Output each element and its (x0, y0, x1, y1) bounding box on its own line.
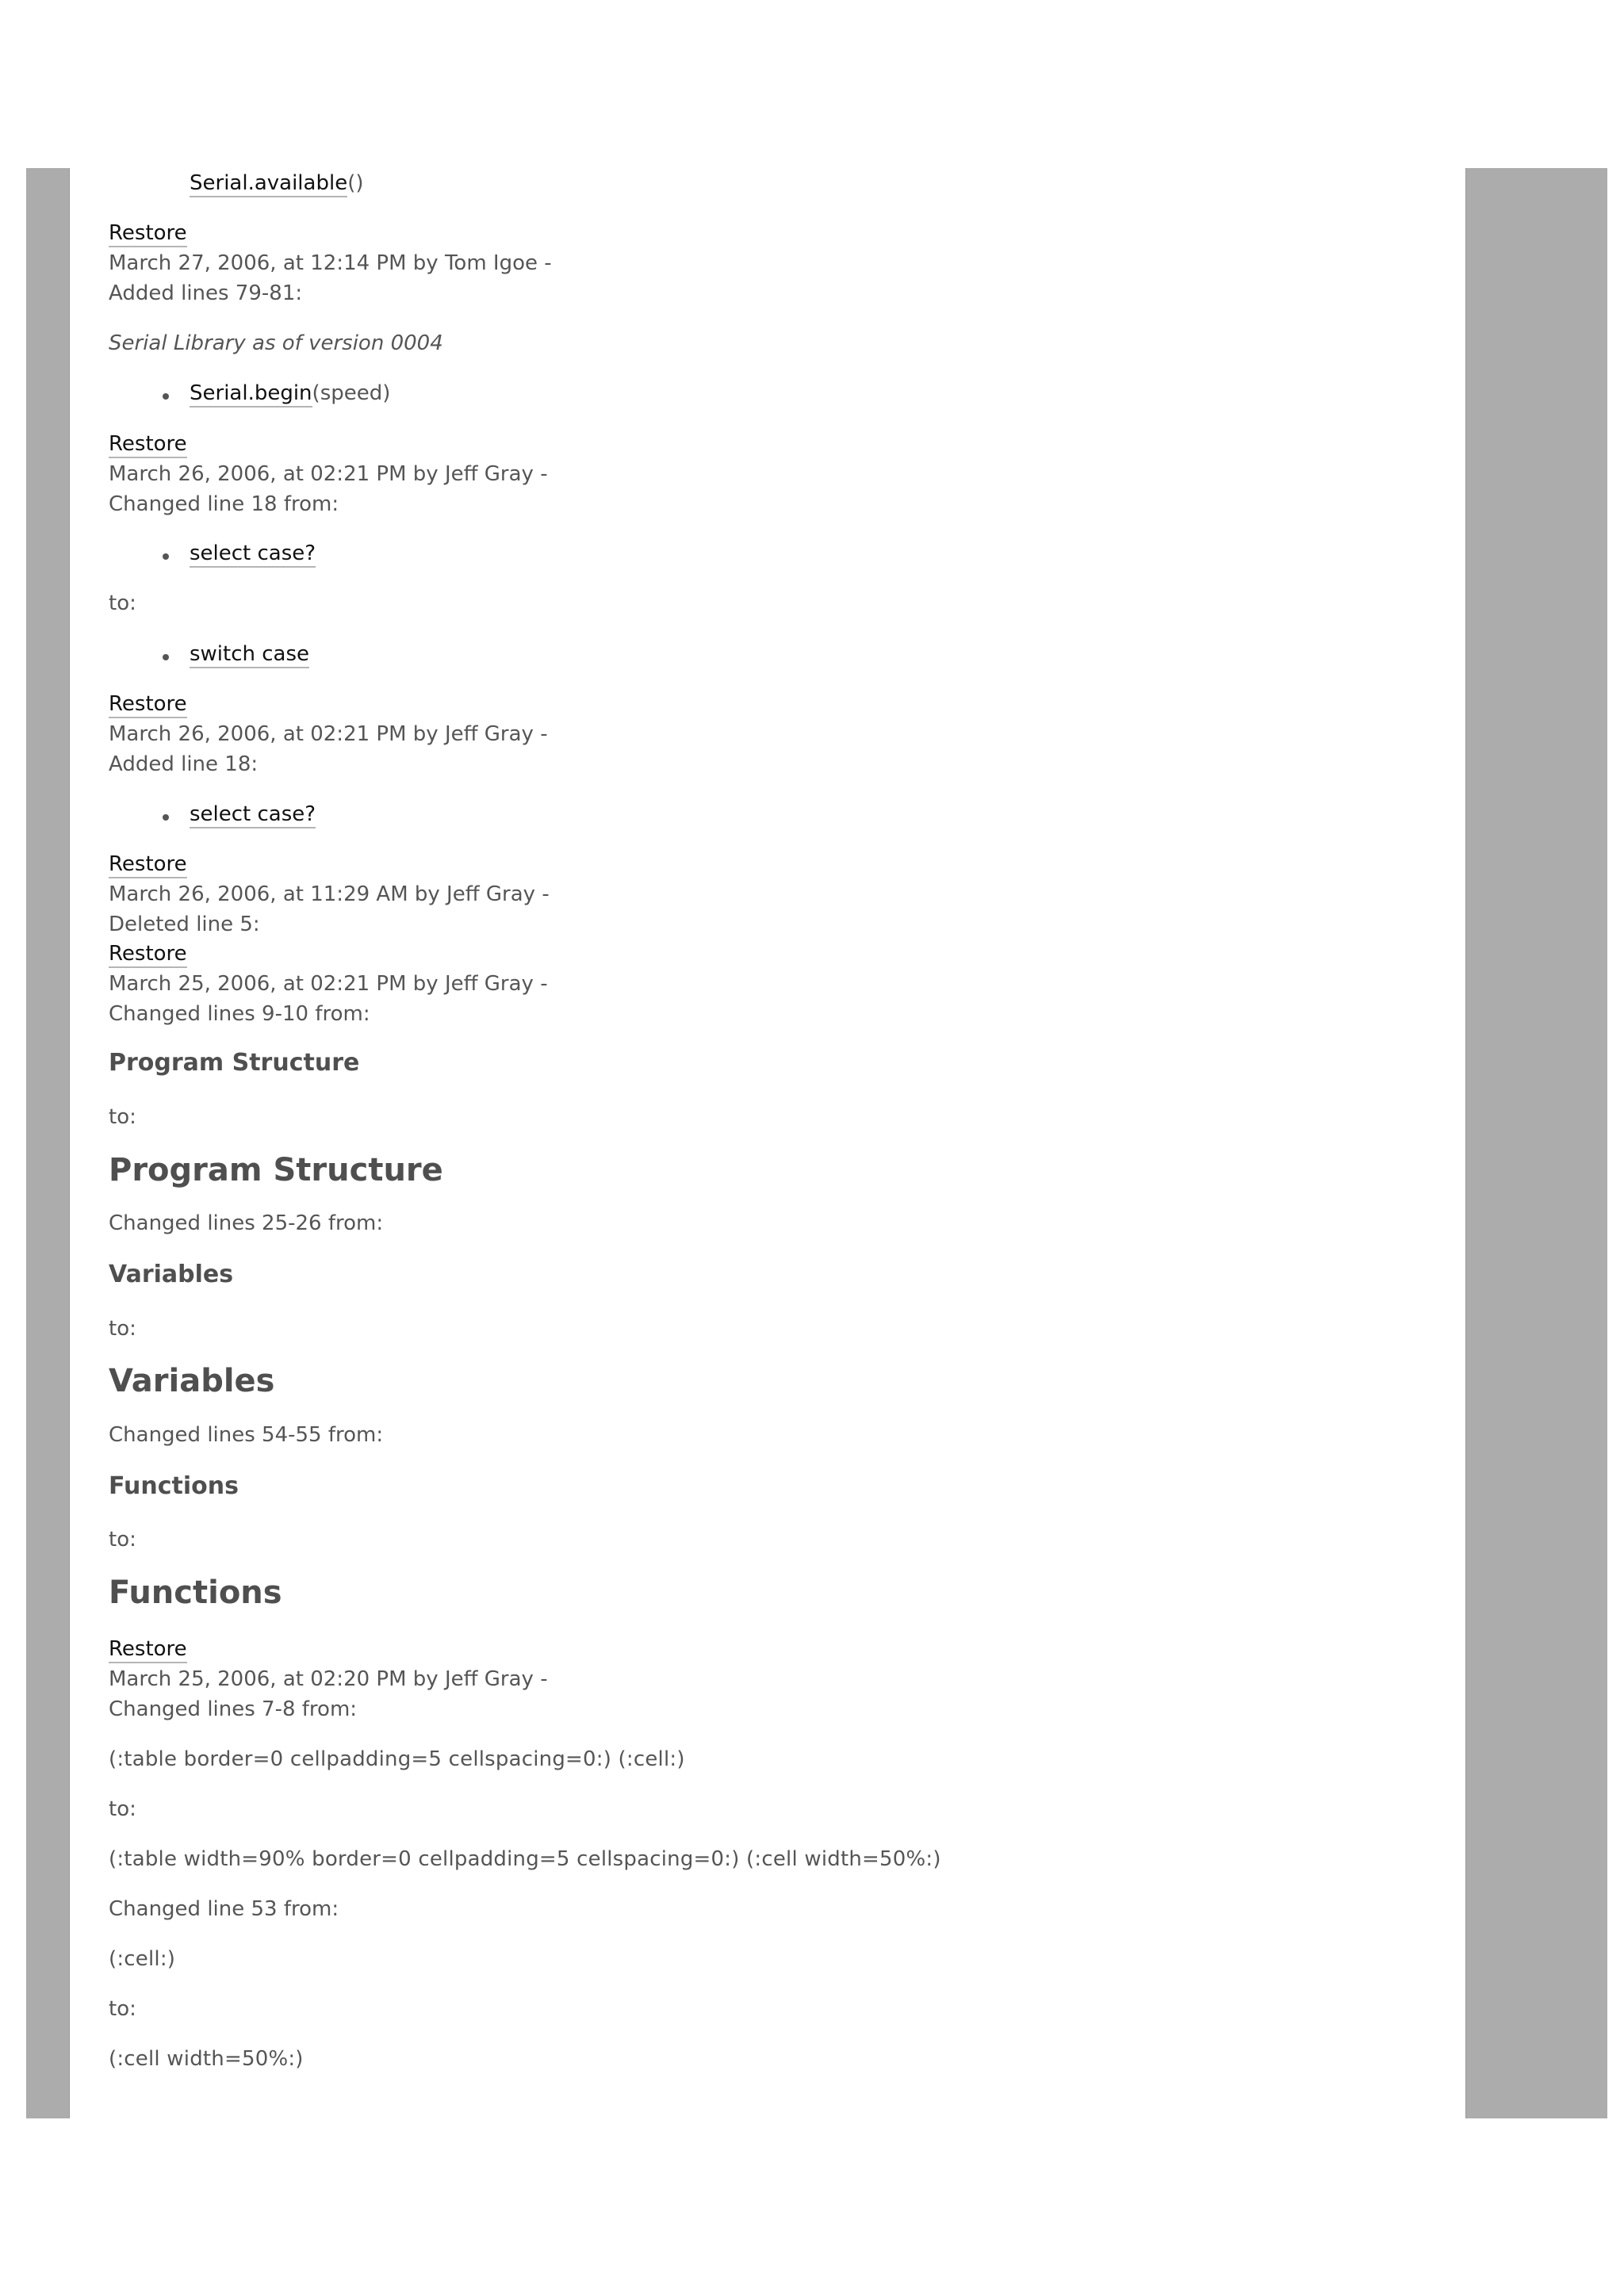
change-description: Changed lines 7-8 from: (109, 1697, 358, 1721)
restore-link[interactable]: Restore (109, 852, 187, 878)
heading-large: Functions (109, 1575, 282, 1611)
to-label: to: (109, 1797, 136, 1821)
change-description: Added lines 79-81: (109, 281, 303, 305)
heading-small: Functions (109, 1472, 239, 1500)
change-description: Deleted line 5: (109, 913, 260, 936)
heading-small: Program Structure (109, 1049, 360, 1077)
to-label: to: (109, 1528, 136, 1552)
to-label: to: (109, 1105, 136, 1129)
revision-meta: March 27, 2006, at 12:14 PM by Tom Igoe - (109, 251, 552, 275)
bullet-icon (163, 553, 169, 560)
restore-link[interactable]: Restore (109, 432, 187, 458)
heading-large: Program Structure (109, 1152, 443, 1188)
select-case-link[interactable]: select case? (190, 541, 316, 568)
to-label: to: (109, 1997, 136, 2021)
change-description: Added line 18: (109, 752, 259, 776)
list-item-suffix: () (347, 171, 364, 195)
restore-link[interactable]: Restore (109, 221, 187, 247)
markup-text: (:table border=0 cellpadding=5 cellspacing=0:) (:cell:) (109, 1747, 685, 1771)
heading-small: Variables (109, 1261, 234, 1288)
change-description: Changed line 18 from: (109, 492, 339, 516)
list-item (190, 170, 364, 197)
change-description: Changed lines 25-26 from: (109, 1211, 384, 1235)
bullet-icon (163, 393, 169, 400)
revision-meta: March 26, 2006, at 11:29 AM by Jeff Gray - (109, 882, 550, 906)
revision-meta: March 26, 2006, at 02:21 PM by Jeff Gray - (109, 462, 548, 486)
bullet-icon (163, 814, 169, 821)
select-case-link[interactable]: select case? (190, 802, 316, 828)
change-description: Changed lines 54-55 from: (109, 1423, 384, 1447)
list-item (190, 380, 390, 407)
markup-text: (:cell:) (109, 1947, 176, 1971)
restore-link[interactable]: Restore (109, 942, 187, 968)
revision-meta: March 26, 2006, at 02:21 PM by Jeff Gray - (109, 722, 548, 746)
serial-begin-link[interactable]: Serial.begin (190, 381, 312, 408)
revision-meta: March 25, 2006, at 02:20 PM by Jeff Gray - (109, 1667, 548, 1691)
italic-note: Serial Library as of version 0004 (109, 331, 443, 355)
serial-available-link[interactable]: Serial.available (190, 171, 347, 197)
restore-link[interactable]: Restore (109, 1637, 187, 1663)
change-description: Changed lines 9-10 from: (109, 1002, 370, 1026)
list-item-suffix: (speed) (312, 381, 391, 405)
bullet-icon (163, 654, 169, 660)
heading-large: Variables (109, 1363, 275, 1399)
markup-text: (:cell width=50%:) (109, 2047, 304, 2071)
change-description: Changed line 53 from: (109, 1897, 339, 1921)
revision-meta: March 25, 2006, at 02:21 PM by Jeff Gray - (109, 972, 548, 996)
to-label: to: (109, 1317, 136, 1341)
markup-text: (:table width=90% border=0 cellpadding=5 cellspacing=0:) (:cell width=50%:) (109, 1847, 941, 1871)
to-label: to: (109, 591, 136, 615)
switch-case-link[interactable]: switch case (190, 642, 309, 668)
restore-link[interactable]: Restore (109, 692, 187, 718)
